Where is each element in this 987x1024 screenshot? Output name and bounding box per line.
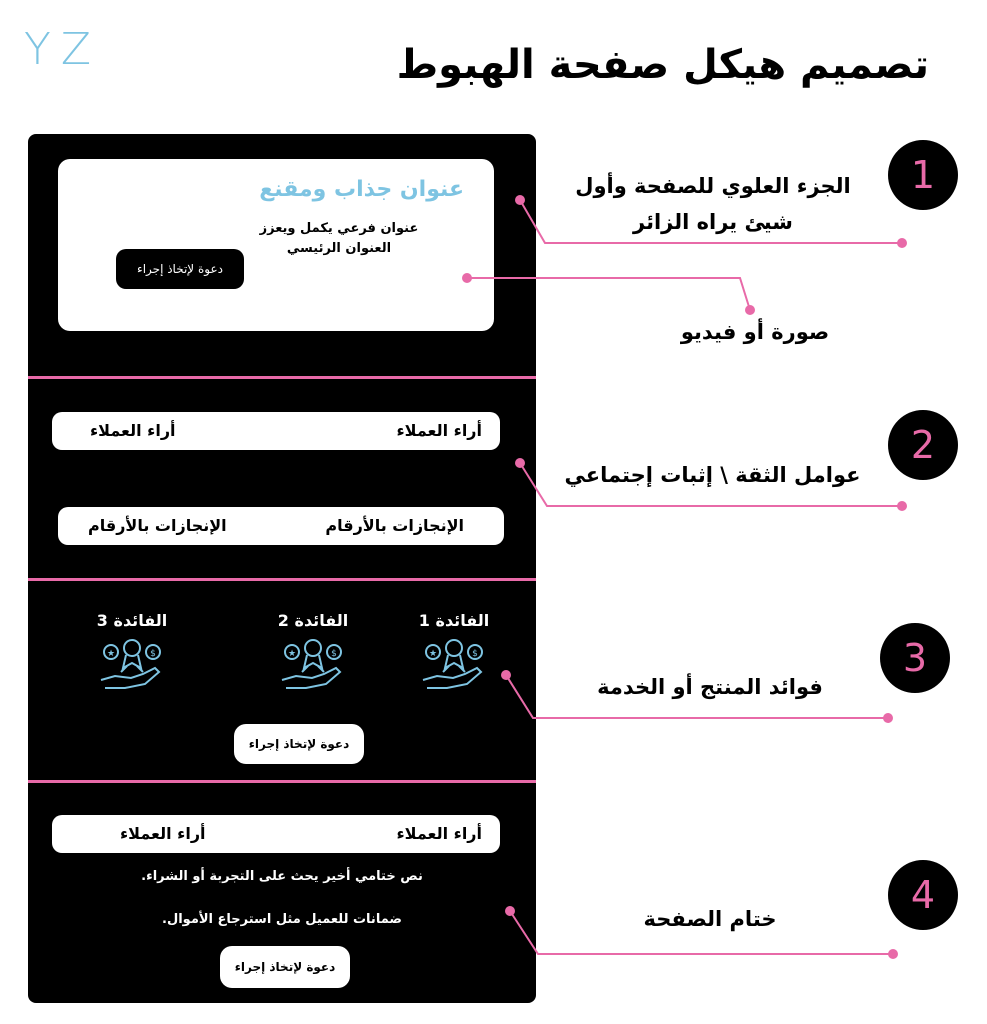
testimonials-label: أراء العملاء	[120, 824, 206, 843]
annotation-social-proof: عوامل الثقة \ إثبات إجتماعي	[564, 463, 861, 487]
closing-guarantee-text: ضمانات للعميل مثل استرجاع الأموال.	[162, 912, 402, 927]
hero-subheadline: عنوان فرعي يكمل ويعزز العنوان الرئيسي	[259, 221, 419, 256]
svg-text:$: $	[150, 649, 156, 659]
svg-text:★: ★	[106, 649, 116, 659]
svg-text:★: ★	[287, 649, 297, 659]
page-title: تصميم هيكل صفحة الهبوط	[396, 42, 929, 88]
annotation-benefits: فوائد المنتج أو الخدمة	[597, 675, 823, 699]
testimonials-label: أراء العملاء	[396, 421, 482, 440]
hero-cta-button[interactable]: دعوة لإتخاذ إجراء	[116, 249, 244, 289]
connector-media	[467, 278, 750, 310]
benefit-label: الفائدة 1	[418, 611, 490, 630]
achievements-label: الإنجازات بالأرقام	[88, 516, 227, 535]
annotation-header: الجزء العلوي للصفحة وأول شيئ يراه الزائر	[575, 174, 851, 234]
achievements-label: الإنجازات بالأرقام	[325, 516, 464, 535]
annotation-media: صورة أو فيديو	[680, 320, 830, 344]
step-number-3: 3	[880, 623, 950, 693]
step-number-1: 1	[888, 140, 958, 210]
hero-headline: عنوان جذاب ومقنع	[259, 177, 464, 202]
step-number-2: 2	[888, 410, 958, 480]
step-number-4: 4	[888, 860, 958, 930]
benefit-label: الفائدة 2	[277, 611, 349, 630]
testimonials-label: أراء العملاء	[396, 824, 482, 843]
closing-cta-button[interactable]: دعوة لإتخاذ إجراء	[220, 946, 350, 988]
testimonials-label: أراء العملاء	[90, 421, 176, 440]
svg-text:$: $	[472, 649, 478, 659]
benefits-cta-button[interactable]: دعوة لإتخاذ إجراء	[234, 724, 364, 764]
closing-final-text: نص ختامي أخير يحث على التجربة أو الشراء.	[141, 869, 423, 884]
annotation-footer: ختام الصفحة	[643, 907, 777, 931]
svg-text:★: ★	[428, 649, 438, 659]
svg-text:$: $	[331, 649, 337, 659]
brand-logo: YZ	[24, 24, 102, 75]
benefit-label: الفائدة 3	[96, 611, 168, 630]
